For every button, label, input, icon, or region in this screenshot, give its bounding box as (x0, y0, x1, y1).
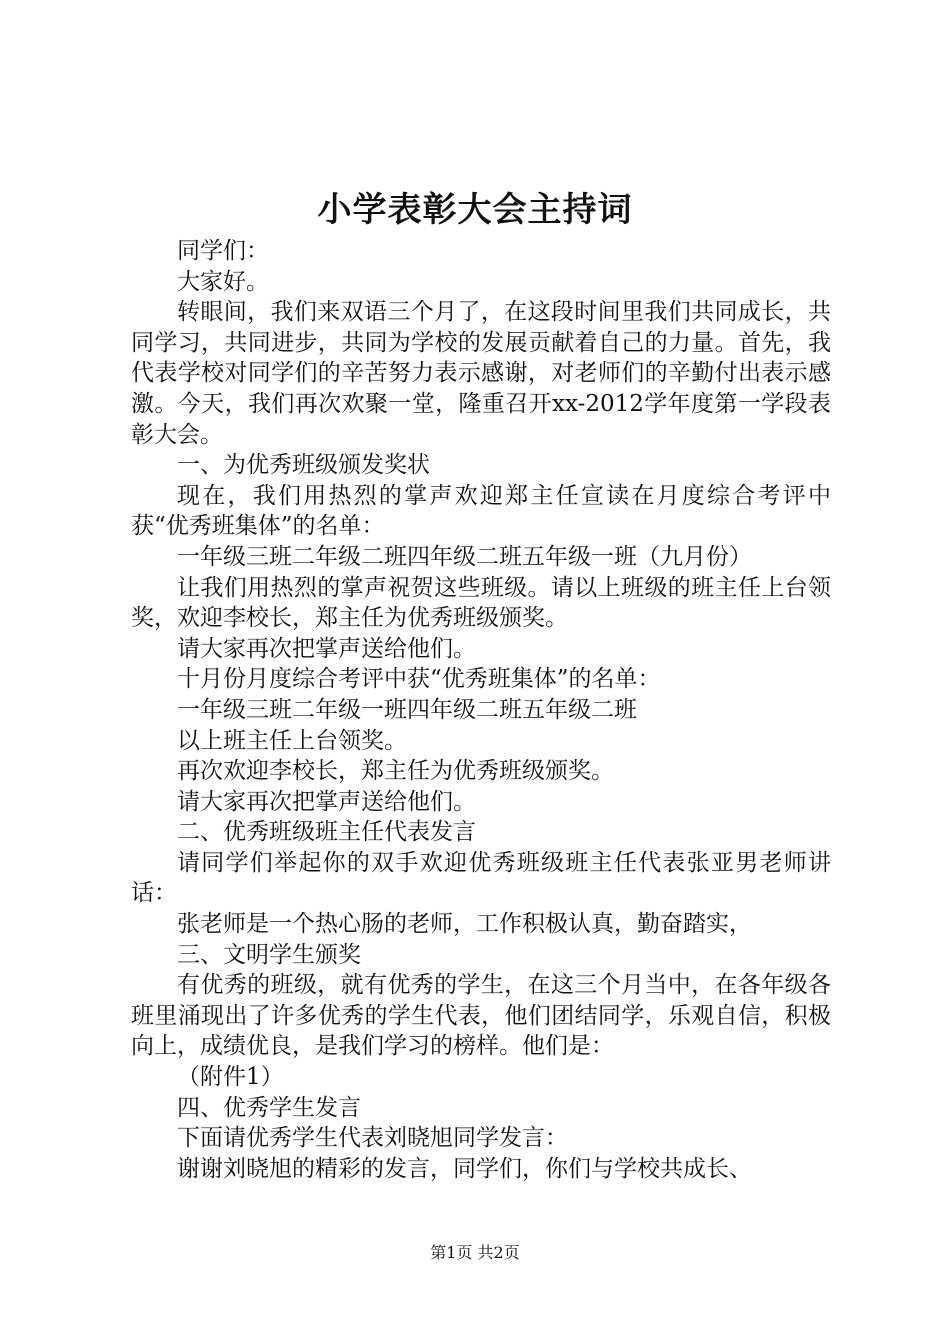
paragraph-teacher-speech: 请同学们举起你的双手欢迎优秀班级班主任代表张亚男老师讲话： (131, 849, 831, 907)
paragraph-student-awards: 有优秀的班级，就有优秀的学生，在这三个月当中，在各年级各班里涌现出了许多优秀的学生代表，他们团结同学，乐观自信，积极向上，成绩优良，是我们学习的榜样。他们是： (131, 972, 831, 1060)
document-body (131, 236, 831, 1184)
paragraph-greeting: 同学们： (177, 238, 269, 264)
paragraph-class-list-sept: 一年级三班二年级二班四年级二班五年级一班（九月份） (177, 543, 752, 570)
paragraph-intro: 转眼间，我们来双语三个月了，在这段时间里我们共同成长，共同学习，共同进步，共同为学校的发展贡献着自己的力量。首先，我代表学校对同学们的辛苦努力表示感谢，对老师们的辛勤付出表示感激。今天，我们再次欢聚一堂，隆重召开xx-2012学年度第一学段表彰大会。 (131, 299, 831, 448)
paragraph-hello: 大家好。 (177, 268, 269, 295)
paragraph-applause-1: 请大家再次把掌声送给他们。 (177, 635, 476, 662)
section-heading-3: 三、文明学生颁奖 (177, 941, 361, 968)
paragraph-teachers-receive: 以上班主任上台领奖。 (177, 727, 407, 754)
section-heading-2: 二、优秀班级班主任代表发言 (177, 819, 476, 846)
paragraph-student-speech: 下面请优秀学生代表刘晓旭同学发言： (177, 1125, 568, 1152)
paragraph-welcome-again: 再次欢迎李校长，郑主任为优秀班级颁奖。 (177, 758, 614, 785)
paragraph-october-list-intro: 十月份月度综合考评中获“优秀班集体”的名单： (177, 666, 661, 693)
paragraph-class-list-oct: 一年级三班二年级一班四年级二班五年级二班 (177, 696, 637, 723)
paragraph-attachment: （附件1） (177, 1064, 284, 1091)
paragraph-thanks: 谢谢刘晓旭的精彩的发言，同学们，你们与学校共成长、 (177, 1155, 752, 1182)
page-footer: 第1页 共2页 (430, 1243, 520, 1262)
paragraph-announce-list: 现在，我们用热烈的掌声欢迎郑主任宣读在月度综合考评中获“优秀班集体”的名单： (131, 482, 831, 540)
paragraph-applause-2: 请大家再次把掌声送给他们。 (177, 788, 476, 815)
paragraph-congratulate: 让我们用热烈的掌声祝贺这些班级。请以上班级的班主任上台领奖，欢迎李校长，郑主任为优秀班级颁奖。 (131, 574, 831, 632)
document-title: 小学表彰大会主持词 (317, 190, 633, 230)
paragraph-teacher-intro: 张老师是一个热心肠的老师，工作积极认真，勤奋踏实， (177, 911, 752, 938)
section-heading-1: 一、为优秀班级颁发奖状 (177, 452, 430, 479)
section-heading-4: 四、优秀学生发言 (177, 1094, 361, 1121)
